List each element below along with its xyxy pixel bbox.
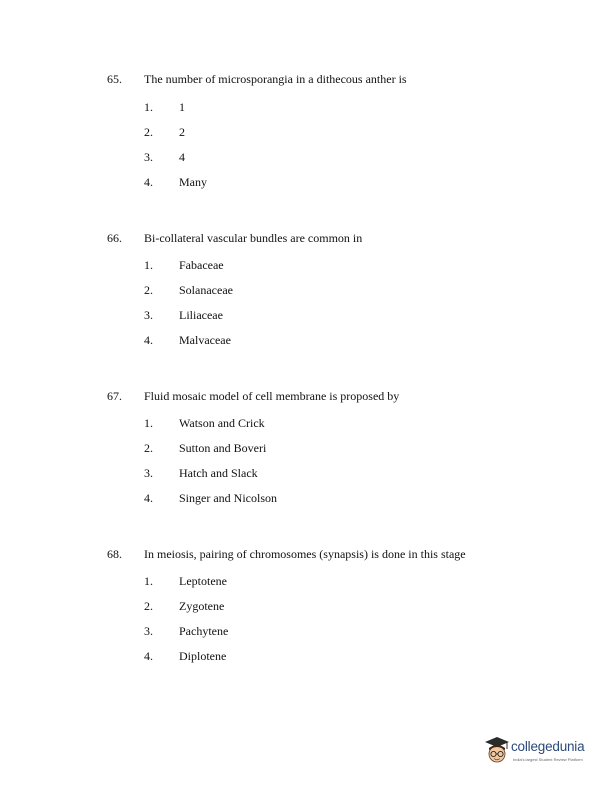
option-text: Sutton and Boveri [179, 441, 267, 455]
option-number: 1. [144, 574, 153, 588]
logo-wordmark: collegedunia [511, 739, 585, 754]
option-number: 3. [144, 624, 153, 638]
option-text: Many [179, 175, 207, 189]
option-text: Pachytene [179, 624, 229, 638]
option-number: 3. [144, 466, 153, 480]
option-text: Leptotene [179, 574, 227, 588]
option-text: 4 [179, 150, 185, 164]
option-number: 2. [144, 283, 153, 297]
option-text: Liliaceae [179, 308, 223, 322]
option-text: Solanaceae [179, 283, 233, 297]
option-number: 4. [144, 333, 153, 347]
option-text: Zygotene [179, 599, 225, 613]
option-text: Watson and Crick [179, 416, 265, 430]
option-number: 4. [144, 175, 153, 189]
question-number: 68. [107, 547, 122, 561]
option-text: Singer and Nicolson [179, 491, 277, 505]
mascot-icon [482, 735, 512, 769]
option-number: 2. [144, 599, 153, 613]
option-number: 1. [144, 258, 153, 272]
option-number: 3. [144, 150, 153, 164]
question-text: The number of microsporangia in a dithecous anther is [144, 72, 407, 86]
question-text: Fluid mosaic model of cell membrane is proposed by [144, 389, 400, 403]
option-text: Diplotene [179, 649, 227, 663]
option-text: Hatch and Slack [179, 466, 258, 480]
collegedunia-logo [482, 735, 602, 775]
option-number: 4. [144, 649, 153, 663]
option-text: 1 [179, 100, 185, 114]
option-text: Malvaceae [179, 333, 231, 347]
option-number: 2. [144, 441, 153, 455]
option-text: 2 [179, 125, 185, 139]
question-text: In meiosis, pairing of chromosomes (synapsis) is done in this stage [144, 547, 466, 561]
option-text: Fabaceae [179, 258, 224, 272]
question-text: Bi-collateral vascular bundles are common in [144, 231, 363, 245]
question-number: 65. [107, 72, 122, 86]
question-number: 67. [107, 389, 122, 403]
option-number: 1. [144, 100, 153, 114]
option-number: 4. [144, 491, 153, 505]
option-number: 2. [144, 125, 153, 139]
question-number: 66. [107, 231, 122, 245]
logo-tagline: India's largest Student Review Platform [513, 757, 583, 762]
option-number: 1. [144, 416, 153, 430]
option-number: 3. [144, 308, 153, 322]
